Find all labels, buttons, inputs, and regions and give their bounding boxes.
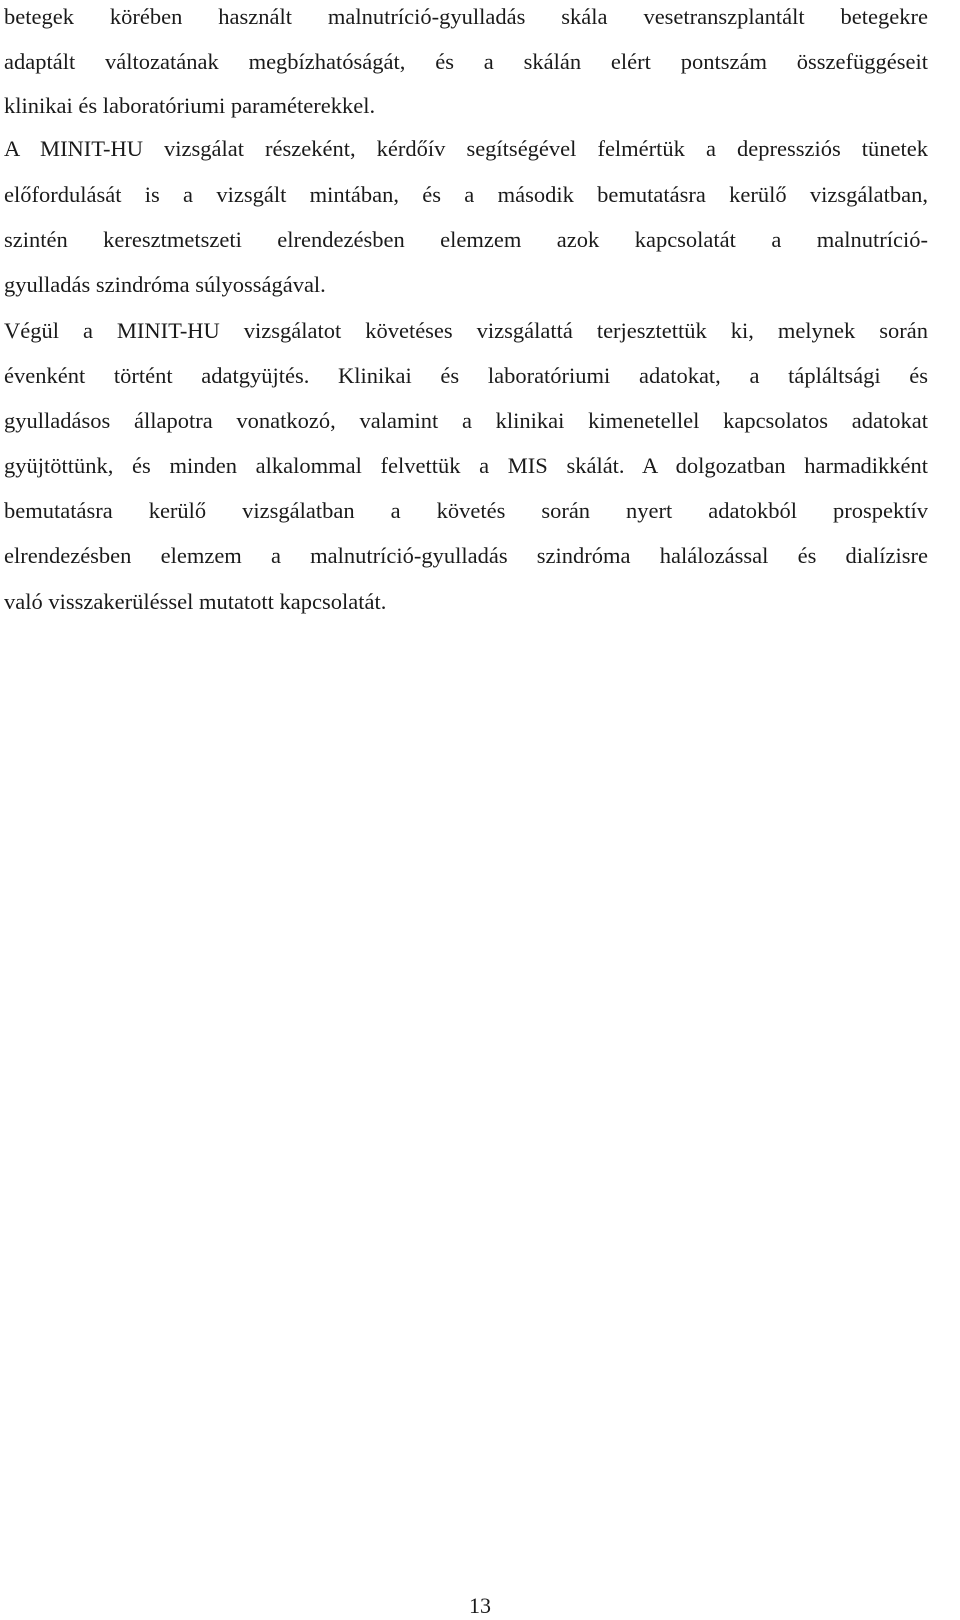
text-line: klinikai és laboratóriumi paraméterekkel. xyxy=(4,93,376,118)
text-line: való visszakerüléssel mutatott kapcsolatát. xyxy=(4,589,387,614)
text-line: betegek körében használt malnutríció-gyulladás skála vesetranszplantált betegekre xyxy=(4,4,928,29)
text-line: szintén keresztmetszeti elrendezésben elemzem azok kapcsolatát a malnutríció- xyxy=(4,227,928,252)
text-line: A MINIT-HU vizsgálat részeként, kérdőív segítségével felmértük a depressziós tünetek xyxy=(4,136,928,161)
text-line: előfordulását is a vizsgált mintában, és a második bemutatásra kerülő vizsgálatban, xyxy=(4,182,928,207)
page-number: 13 xyxy=(469,1593,491,1618)
text-line: adaptált változatának megbízhatóságát, és a skálán elért pontszám összefüggéseit xyxy=(4,49,928,74)
text-line: évenként történt adatgyüjtés. Klinikai és laboratóriumi adatokat, a tápláltsági és xyxy=(4,363,928,388)
text-line: gyulladás szindróma súlyosságával. xyxy=(4,272,326,297)
text-line: gyulladásos állapotra vonatkozó, valamint a klinikai kimenetellel kapcsolatos adatokat xyxy=(4,408,928,433)
text-line: elrendezésben elemzem a malnutríció-gyulladás szindróma halálozással és dialízisre xyxy=(4,543,928,568)
text-line: bemutatásra kerülő vizsgálatban a követés során nyert adatokból prospektív xyxy=(4,498,928,523)
text-line: Végül a MINIT-HU vizsgálatot követéses vizsgálattá terjesztettük ki, melynek során xyxy=(4,318,928,343)
text-line: gyüjtöttünk, és minden alkalommal felvettük a MIS skálát. A dolgozatban harmadikként xyxy=(4,453,928,478)
